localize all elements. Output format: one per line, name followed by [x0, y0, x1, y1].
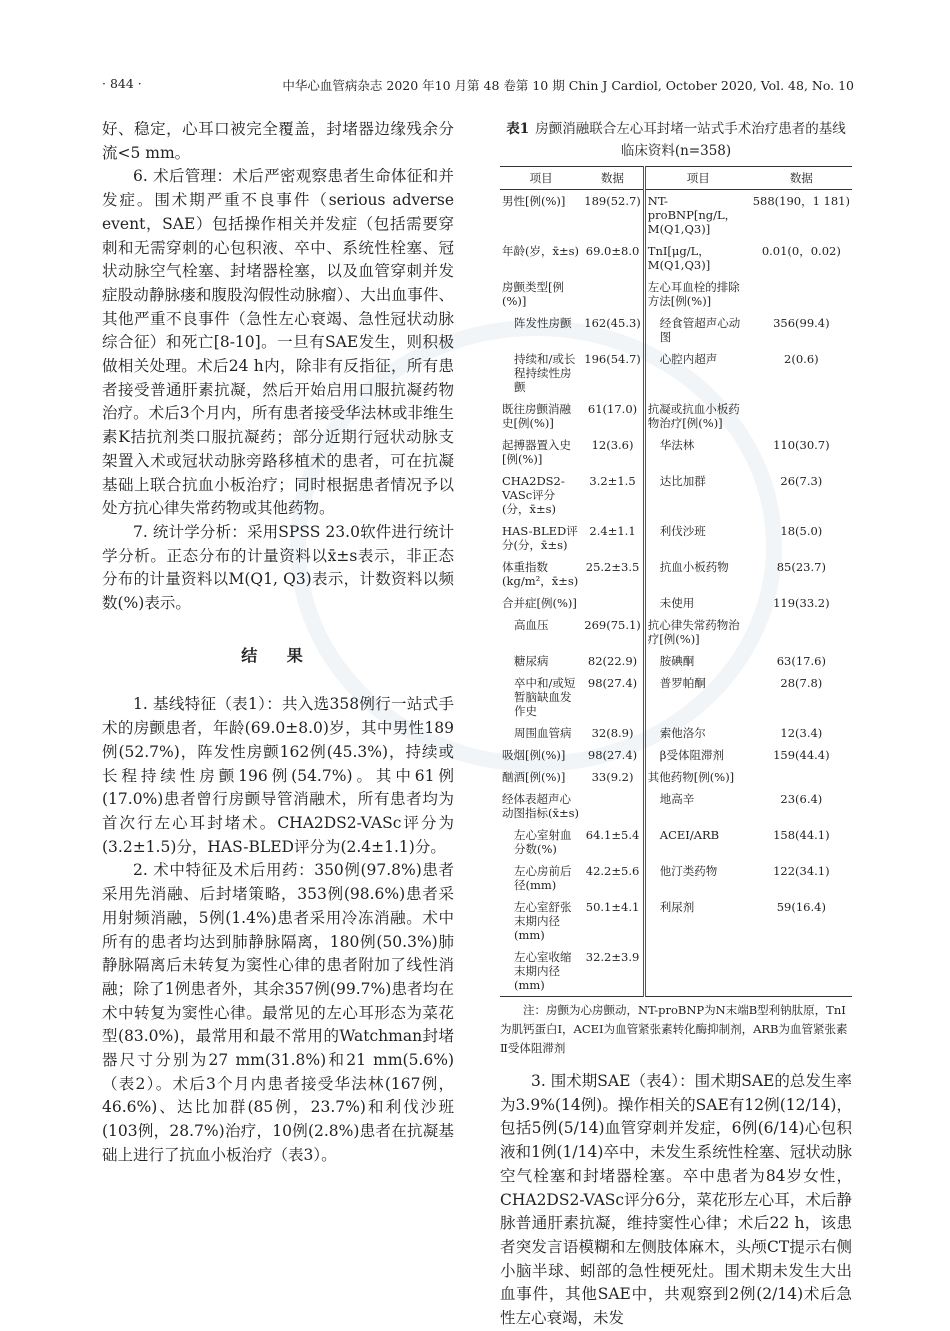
paragraph: 7. 统计学分析：采用SPSS 23.0软件进行统计学分析。正态分布的计量资料以x̄±s表示，非正态分布的计量资料以M(Q1, Q3)表示，计数资料以频数(%)表示。: [102, 522, 454, 613]
table-cell: 0.01(0，0.02): [761, 244, 841, 258]
table-cell: [751, 946, 852, 997]
table-cell: 158(44.1): [773, 828, 830, 842]
table-cell: NT-proBNP[ng/L，M(Q1,Q3)]: [644, 190, 750, 241]
table-cell: 32(8.9): [591, 726, 634, 740]
table-row: [500, 592, 852, 614]
table-cell: 利伐沙班: [644, 520, 750, 556]
table-cell: 12(3.6): [591, 438, 634, 452]
table-note: 注：房颤为心房颤动，NT-proBNP为N末端B型利钠肽原，TnI为肌钙蛋白I，ACEI为血管紧张素转化酶抑制剂，ARB为血管紧张素Ⅱ受体阻滞剂: [500, 1003, 848, 1055]
table-cell: 酗酒[例(%)]: [502, 770, 566, 784]
table-row: [500, 434, 852, 470]
table-cell: 23(6.4): [780, 792, 823, 806]
table-cell: [644, 946, 750, 997]
table-cell: 18(5.0): [780, 524, 823, 538]
table-cell: 周围血管病: [514, 726, 572, 740]
table-cell: 2(0.6): [784, 352, 819, 366]
table-cell: 合并症[例(%)]: [502, 596, 577, 610]
table-row: [500, 672, 852, 722]
paragraph: 2. 术中特征及术后用药：350例(97.8%)患者采用先消融、后封堵策略，353例(98.6%)患者采用射频消融，5例(1.4%)患者采用冷冻消融。术中所有的患者均达到肺静脉隔离，180例(50.3%)肺静脉隔离后未转复为窦性心律的患者附加了线性消融；除了1例患者外，其余357例(99.7%)患者均在术中转复为窦性心律。最常见的左心耳形态为菜花型(83.0%)，最常用和最不常用的Watchman封堵器尺寸分别为27 mm(31.8%)和21 mm(5.6%)（表2）。术后3个月内患者接受华法林(167例，46.6%)、达比加群(85例，23.7%)和利伐沙班(103例，28.7%)治疗，10例(2.8%)患者在抗凝基础上进行了抗血小板治疗（表3）。: [102, 861, 454, 1164]
table-cell: 82(22.9): [587, 654, 638, 668]
table-row: [500, 650, 852, 672]
table-row: [500, 240, 852, 276]
table-cell: 体重指数(kg/m²，x̄±s): [502, 560, 579, 588]
table-cell: 2.4±1.1: [589, 524, 636, 538]
table-cell: 胺碘酮: [644, 650, 750, 672]
table-cell: 地高辛: [644, 788, 750, 824]
page-number: · 844 ·: [102, 76, 142, 91]
table-cell: 12(3.4): [780, 726, 823, 740]
table-row: [500, 946, 852, 997]
column-header: 项目: [500, 167, 582, 190]
table-row: [500, 860, 852, 896]
paragraph: 1. 基线特征（表1）：共入选358例行一站式手术的房颤患者，年龄(69.0±8.0)岁，其中男性189例(52.7%)，阵发性房颤162例(45.3%)，持续或长程持续性房颤196例(54.7%)。其中61例(17.0%)患者曾行房颤导管消融术，所有患者均为首次行左心耳封堵术。CHA2DS2-VASc评分为(3.2±1.5)分，HAS-BLED评分为(2.4±1.1)分。: [102, 695, 454, 856]
table-cell: [751, 276, 852, 312]
column-header: 数据: [751, 167, 852, 190]
table-cell: CHA2DS2-VASc评分(分，x̄±s): [502, 474, 565, 516]
table-cell: ACEI/ARB: [644, 824, 750, 860]
table-cell: 既往房颤消融史[例(%)]: [502, 402, 571, 430]
table-cell: 269(75.1): [584, 618, 641, 632]
table-cell: 华法林: [644, 434, 750, 470]
left-column: [102, 118, 454, 1168]
table-cell: 左心室射血分数(%): [514, 828, 572, 856]
table-row: [500, 520, 852, 556]
table-cell: 28(7.8): [780, 676, 823, 690]
table-cell: [751, 614, 852, 650]
table-cell: 69.0±8.0: [585, 244, 640, 258]
table-cell: 119(33.2): [773, 596, 830, 610]
table-cell: [751, 398, 852, 434]
table-row: [500, 276, 852, 312]
table-cell: 年龄(岁，x̄±s): [502, 244, 579, 258]
table-row: [500, 788, 852, 824]
right-column: [500, 118, 852, 1331]
baseline-table: [500, 166, 852, 997]
table-cell: 356(99.4): [773, 316, 830, 330]
table-cell: 经体表超声心动图指标(x̄±s): [502, 792, 579, 820]
table-cell: 其他药物[例(%)]: [644, 766, 750, 788]
table-cell: 122(34.1): [773, 864, 830, 878]
paragraph: 6. 术后管理：术后严密观察患者生命体征和并发症。围术期严重不良事件（serious adverse event，SAE）包括操作相关并发症（包括需要穿刺和无需穿刺的心包积液、卒中、系统性栓塞、冠状动脉空气栓塞、封堵器栓塞，以及血管穿刺并发症股动静脉瘘和腹股沟假性动脉瘤）、大出血事件、其他严重不良事件（急性左心衰竭、急性冠状动脉综合征）和死亡[8-10]。一旦有SAE发生，则积极做相关处理。术后24 h内，除非有反指征，所有患者接受普通肝素抗凝，然后开始启用口服抗凝药物治疗。术后3个月内，所有患者接受华法林或非维生素K拮抗剂类口服抗凝药；部分近期行冠状动脉支架置入术或冠状动脉旁路移植术的患者，可在抗凝基础上联合抗血小板治疗；同时根据患者情况予以处方抗心律失常药物或其他药物。: [102, 167, 454, 518]
table-cell: 普罗帕酮: [644, 672, 750, 722]
table-row: [500, 614, 852, 650]
table-row: [500, 312, 852, 348]
table-cell: β受体阻滞剂: [644, 744, 750, 766]
table-cell: [582, 592, 644, 614]
table-cell: 卒中和/或短暂脑缺血发作史: [514, 676, 576, 718]
table-cell: 26(7.3): [780, 474, 823, 488]
table-cell: 利尿剂: [644, 896, 750, 946]
table-cell: 85(23.7): [776, 560, 826, 574]
table-cell: 110(30.7): [773, 438, 830, 452]
table-cell: 抗凝或抗血小板药物治疗[例(%)]: [644, 398, 750, 434]
table-cell: 抗血小板药物: [644, 556, 750, 592]
table-cell: 经食管超声心动图: [644, 312, 750, 348]
table-cell: 3.2±1.5: [589, 474, 636, 488]
table-cell: 196(54.7): [584, 352, 641, 366]
page-header: [102, 72, 854, 94]
table-cell: 32.2±3.9: [582, 946, 644, 997]
table-cell: 持续和/或长程持续性房颤: [514, 352, 576, 394]
table-cell: 达比加群: [644, 470, 750, 520]
table-cell: 糖尿病: [514, 654, 549, 668]
table-cell: 心腔内超声: [644, 348, 750, 398]
table-cell: 50.1±4.1: [585, 900, 640, 914]
table-cell: 吸烟[例(%)]: [502, 748, 566, 762]
journal-title: 中华心血管病杂志 2020 年10 月第 48 卷第 10 期 Chin J Cardiol, October 2020, Vol. 48, No. 10: [282, 78, 854, 93]
table-cell: 左心房前后径(mm): [514, 864, 572, 892]
paragraph: 好、稳定，心耳口被完全覆盖，封堵器边缘残余分流<5 mm。: [102, 120, 454, 162]
table-title: 房颤消融联合左心耳封堵一站式手术治疗患者的基线临床资料(n=358): [535, 121, 846, 159]
table-cell: HAS-BLED评分(分，x̄±s): [502, 524, 578, 552]
table-cell: 64.1±5.4: [585, 828, 640, 842]
table-cell: [582, 276, 644, 312]
table-cell: 他汀类药物: [644, 860, 750, 896]
table-row: [500, 722, 852, 744]
right-text: [500, 1070, 852, 1331]
table-cell: 左心室收缩末期内径(mm): [500, 946, 582, 997]
table-cell: 阵发性房颤: [514, 316, 572, 330]
table-cell: 59(16.4): [776, 900, 826, 914]
table-caption: [500, 118, 852, 162]
table-cell: 98(27.4): [587, 748, 638, 762]
table-label: 表1: [506, 121, 530, 137]
table-cell: [582, 788, 644, 824]
section-heading: 结 果: [241, 645, 315, 665]
table-row: [500, 824, 852, 860]
table-cell: 左心耳血栓的排除方法[例(%)]: [644, 276, 750, 312]
column-header: 项目: [644, 167, 750, 190]
table-cell: 未使用: [644, 592, 750, 614]
table-row: [500, 556, 852, 592]
table-cell: 房颤类型[例(%)]: [502, 280, 564, 308]
column-header: 数据: [582, 167, 644, 190]
table-cell: TnI[μg/L，M(Q1,Q3)]: [644, 240, 750, 276]
table-cell: [751, 766, 852, 788]
table-cell: 高血压: [514, 618, 549, 632]
table-cell: 588(190，1 181): [752, 194, 850, 208]
table-cell: 33(9.2): [591, 770, 634, 784]
table-row: [500, 190, 852, 241]
table-cell: 左心室舒张末期内径(mm): [514, 900, 572, 942]
table-body: [500, 190, 852, 997]
table-row: [500, 398, 852, 434]
table-cell: 男性[例(%)]: [502, 194, 566, 208]
table-cell: 189(52.7): [584, 194, 641, 208]
table-cell: 抗心律失常药物治疗[例(%)]: [644, 614, 750, 650]
paragraph: 3. 围术期SAE（表4）：围术期SAE的总发生率为3.9%(14例)。操作相关的SAE有12例(12/14)，包括5例(5/14)血管穿刺并发症，6例(6/14)心包积液和1例(1/14)卒中，未发生系统性栓塞、冠状动脉空气栓塞和封堵器栓塞。卒中患者为84岁女性，CHA2DS2-VASc评分6分，菜花形左心耳，术后静脉普通肝素抗凝，维持窦性心律；术后22 h，该患者突发言语模糊和左侧肢体麻木，头颅CT提示右侧小脑半球、蚓部的急性梗死灶。围术期未发生大出血事件，其他SAE中，共观察到2例(2/14)术后急性左心衰竭，未发: [500, 1072, 852, 1328]
table-cell: 63(17.6): [776, 654, 826, 668]
table-row: [500, 470, 852, 520]
table-cell: 25.2±3.5: [585, 560, 640, 574]
table-row: [500, 896, 852, 946]
table-cell: 起搏器置入史[例(%)]: [502, 438, 571, 466]
table-cell: 索他洛尔: [644, 722, 750, 744]
table-cell: 61(17.0): [587, 402, 638, 416]
table-cell: 162(45.3): [584, 316, 641, 330]
table-row: [500, 744, 852, 766]
table-cell: 159(44.4): [773, 748, 830, 762]
table-cell: 42.2±5.6: [585, 864, 640, 878]
table-cell: 98(27.4): [587, 676, 638, 690]
table-row: [500, 766, 852, 788]
table-row: [500, 348, 852, 398]
